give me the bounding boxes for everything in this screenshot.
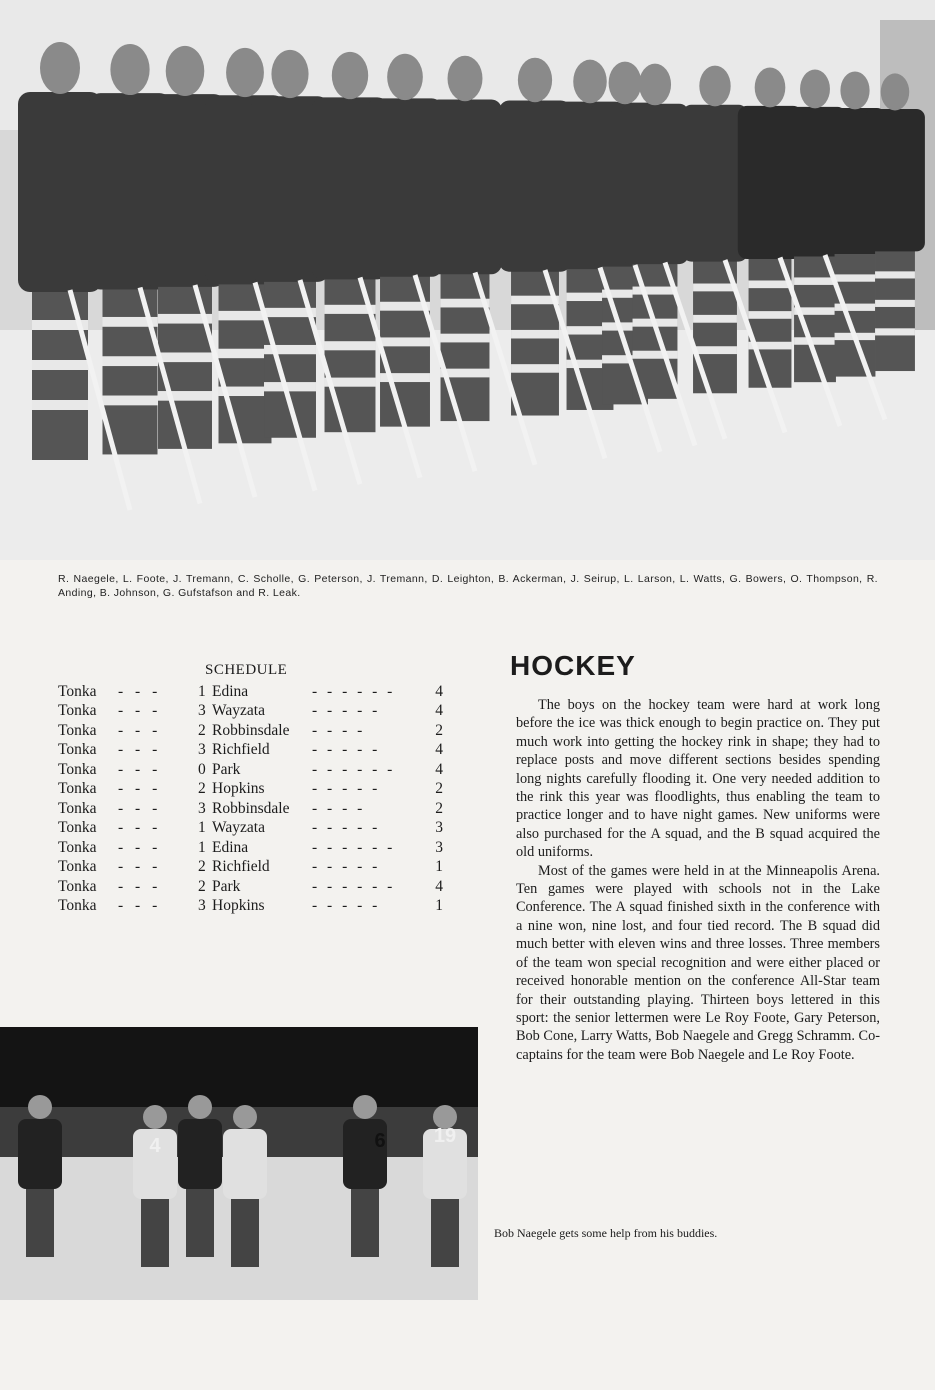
schedule-leader: - - - - - bbox=[312, 741, 381, 759]
schedule-leader: - - - - bbox=[312, 799, 366, 817]
schedule-row bbox=[58, 780, 443, 800]
team-photo-illustration bbox=[0, 0, 935, 560]
schedule-team-score: 0 bbox=[198, 760, 206, 778]
schedule-leader: - - - bbox=[118, 721, 162, 739]
schedule-opponent: Robbinsdale bbox=[212, 799, 290, 817]
schedule-opponent-score: 4 bbox=[435, 702, 443, 720]
schedule-team: Tonka bbox=[58, 858, 97, 876]
schedule-opponent: Wayzata bbox=[212, 819, 265, 837]
schedule-team-score: 1 bbox=[198, 682, 206, 700]
schedule-opponent: Richfield bbox=[212, 741, 270, 759]
jersey-number: 19 bbox=[433, 1125, 457, 1147]
schedule-opponent-score: 4 bbox=[435, 682, 443, 700]
game-photo bbox=[0, 1027, 478, 1300]
schedule-team: Tonka bbox=[58, 799, 97, 817]
game-photo-caption: Bob Naegele gets some help from his buddies. bbox=[494, 1226, 718, 1240]
schedule-team: Tonka bbox=[58, 702, 97, 720]
schedule-opponent-score: 1 bbox=[435, 897, 443, 915]
schedule-opponent-score: 3 bbox=[435, 819, 443, 837]
schedule-team: Tonka bbox=[58, 741, 97, 759]
schedule-team: Tonka bbox=[58, 760, 97, 778]
schedule-opponent: Edina bbox=[212, 682, 249, 700]
schedule-team: Tonka bbox=[58, 721, 97, 739]
schedule-row bbox=[58, 819, 443, 839]
schedule-opponent-score: 4 bbox=[435, 877, 443, 895]
schedule-team: Tonka bbox=[58, 780, 97, 798]
schedule-row bbox=[58, 741, 443, 761]
schedule-leader: - - - bbox=[118, 877, 162, 895]
schedule-opponent-score: 2 bbox=[435, 780, 443, 798]
schedule-opponent: Park bbox=[212, 877, 241, 895]
schedule-leader: - - - - - bbox=[312, 819, 381, 837]
schedule-row bbox=[58, 760, 443, 780]
schedule-opponent: Robbinsdale bbox=[212, 721, 290, 739]
schedule-team-score: 1 bbox=[198, 838, 206, 856]
schedule-leader: - - - - - - bbox=[312, 877, 396, 895]
schedule-opponent: Hopkins bbox=[212, 897, 265, 915]
schedule-team-score: 3 bbox=[198, 799, 206, 817]
schedule-leader: - - - bbox=[118, 682, 162, 700]
schedule-leader: - - - - - bbox=[312, 702, 381, 720]
schedule-row bbox=[58, 877, 443, 897]
schedule-leader: - - - bbox=[118, 760, 162, 778]
schedule-row bbox=[58, 799, 443, 819]
jersey-number: 6 bbox=[374, 1130, 386, 1152]
schedule-team-score: 2 bbox=[198, 858, 206, 876]
schedule-team: Tonka bbox=[58, 877, 97, 895]
schedule-team-score: 3 bbox=[198, 741, 206, 759]
schedule-leader: - - - - bbox=[312, 721, 366, 739]
schedule-row bbox=[58, 858, 443, 878]
schedule-row bbox=[58, 702, 443, 722]
schedule-leader: - - - - - - bbox=[312, 682, 396, 700]
schedule-leader: - - - - - - bbox=[312, 760, 396, 778]
jersey-number: 4 bbox=[149, 1135, 161, 1157]
team-photo bbox=[0, 0, 935, 560]
schedule-leader: - - - bbox=[118, 741, 162, 759]
schedule-leader: - - - bbox=[118, 702, 162, 720]
schedule-team: Tonka bbox=[58, 897, 97, 915]
schedule-opponent: Edina bbox=[212, 838, 249, 856]
schedule-leader: - - - bbox=[118, 838, 162, 856]
schedule-opponent-score: 3 bbox=[435, 838, 443, 856]
schedule-row bbox=[58, 897, 443, 917]
article-body bbox=[516, 696, 880, 1064]
schedule-title: SCHEDULE bbox=[205, 662, 288, 678]
schedule-opponent-score: 1 bbox=[435, 858, 443, 876]
schedule-leader: - - - - - bbox=[312, 858, 381, 876]
article-paragraph: The boys on the hockey team were hard at work long before the ice was thick enough to begin practice on. They put much work into getting the hockey rink in shape; they had to replace posts and move different sections besides spending long nights carefully flooding it. One very needed addition to the rink this year was floodlights, thus enabling the team to practice longer and to have night games. New uniforms were also purchased for the A squad, and the B squad acquired the old uniforms. bbox=[516, 697, 880, 861]
schedule-opponent-score: 4 bbox=[435, 760, 443, 778]
schedule-row bbox=[58, 721, 443, 741]
schedule-team-score: 2 bbox=[198, 721, 206, 739]
schedule-row bbox=[58, 682, 443, 702]
schedule-opponent: Richfield bbox=[212, 858, 270, 876]
schedule-team-score: 2 bbox=[198, 877, 206, 895]
schedule-leader: - - - - - - bbox=[312, 838, 396, 856]
schedule-leader: - - - bbox=[118, 819, 162, 837]
schedule-table bbox=[58, 682, 443, 916]
schedule-leader: - - - - - bbox=[312, 780, 381, 798]
schedule-team: Tonka bbox=[58, 682, 97, 700]
article-title: HOCKEY bbox=[510, 650, 636, 681]
article-paragraph: Most of the games were held in at the Minneapolis Arena. Ten games were played with schools not in the Lake Conference. The A squad finished sixth in the conference with a nine won, nine lost, and four tied record. The B squad did much better with eleven wins and three losses. Three members of the team won special recognition and were either placed or received honorable mention on the conference All-Star team for their outstanding playing. Thirteen boys lettered in this sport: the senior lettermen were Le Roy Foote, Gary Peterson, Bob Cone, Larry Watts, Bob Naegele and Gregg Schramm. Co-captains for the team were Bob Naegele and Le Roy Foote. bbox=[516, 862, 880, 1063]
schedule-opponent: Hopkins bbox=[212, 780, 265, 798]
schedule-team: Tonka bbox=[58, 838, 97, 856]
schedule-team-score: 3 bbox=[198, 897, 206, 915]
schedule-leader: - - - bbox=[118, 799, 162, 817]
schedule-opponent-score: 2 bbox=[435, 721, 443, 739]
schedule-team-score: 1 bbox=[198, 819, 206, 837]
schedule-opponent-score: 2 bbox=[435, 799, 443, 817]
schedule-row bbox=[58, 838, 443, 858]
schedule-opponent: Park bbox=[212, 760, 241, 778]
schedule-opponent-score: 4 bbox=[435, 741, 443, 759]
team-photo-caption: R. Naegele, L. Foote, J. Tremann, C. Scholle, G. Peterson, J. Tremann, D. Leighton, B. Ackerman, J. Seirup, L. Larson, L. Watts, G. Bowers, O. Thompson, R. Anding, B. Johnson, G. Gufstafson and R. Leak. bbox=[58, 573, 878, 599]
schedule-team-score: 2 bbox=[198, 780, 206, 798]
schedule-team-score: 3 bbox=[198, 702, 206, 720]
schedule-opponent: Wayzata bbox=[212, 702, 265, 720]
schedule-leader: - - - bbox=[118, 858, 162, 876]
schedule-leader: - - - - - bbox=[312, 897, 381, 915]
schedule-leader: - - - bbox=[118, 897, 162, 915]
schedule-team: Tonka bbox=[58, 819, 97, 837]
game-photo-illustration bbox=[0, 1027, 478, 1300]
schedule-leader: - - - bbox=[118, 780, 162, 798]
